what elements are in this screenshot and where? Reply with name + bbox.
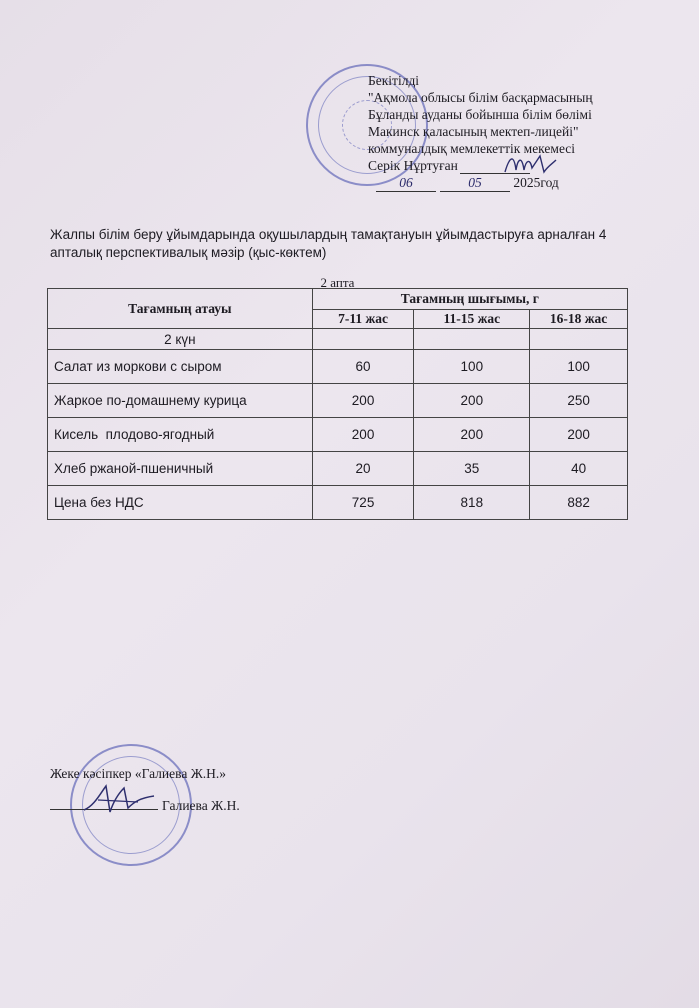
entrepreneur-signer-name: Галиева Ж.Н.: [162, 798, 240, 813]
dish-name: Кисель плодово-ягодный: [48, 418, 313, 452]
entrepreneur-signature: [80, 780, 160, 820]
yield-11-15: 200: [414, 384, 530, 418]
table-row: [48, 486, 628, 520]
yield-7-11: 20: [312, 452, 414, 486]
week-caption: 2 апта: [320, 275, 355, 290]
column-header-age-11-15: 11-15 жас: [414, 310, 530, 329]
empty-cell: [530, 329, 628, 350]
table-row: [48, 350, 628, 384]
approval-org-line-1: "Ақмола облысы білім басқармасының: [368, 90, 593, 105]
column-header-dish-name: Тағамның атауы: [48, 289, 313, 329]
dish-name: Жаркое по-домашнему курица: [48, 384, 313, 418]
empty-cell: [312, 329, 414, 350]
yield-7-11: 200: [312, 418, 414, 452]
column-header-age-16-18: 16-18 жас: [530, 310, 628, 329]
day-label: 2 күн: [48, 329, 313, 350]
document-title: Жалпы білім беру ұйымдарында оқушылардың тамақтануын ұйымдастыруға арналған 4 апталық перспективалық мәзір (қыс-көктем): [50, 227, 607, 260]
yield-16-18: 100: [530, 350, 628, 384]
yield-7-11: 60: [312, 350, 414, 384]
approval-date-day: 06: [376, 174, 436, 192]
director-signature: [500, 150, 560, 180]
price-7-11: 725: [312, 486, 414, 520]
yield-7-11: 200: [312, 384, 414, 418]
approval-org-line-4: коммуналдық мемлекеттік мекемесі: [368, 141, 576, 156]
menu-table: [47, 288, 628, 520]
yield-11-15: 35: [414, 452, 530, 486]
approval-org-line-2: Бұланды ауданы бойынша білім бөлімі: [368, 107, 592, 122]
yield-16-18: 250: [530, 384, 628, 418]
column-header-yield: Тағамның шығымы, г: [312, 289, 627, 310]
table-row: [48, 384, 628, 418]
approval-date-year: 2025год: [513, 175, 559, 190]
yield-11-15: 200: [414, 418, 530, 452]
approval-date-month: 05: [440, 174, 510, 192]
entrepreneur-label: Жеке кәсіпкер «Галиева Ж.Н.»: [50, 766, 227, 781]
column-header-age-7-11: 7-11 жас: [312, 310, 414, 329]
yield-16-18: 200: [530, 418, 628, 452]
approval-director-name: Серік Нұртуған: [368, 158, 458, 173]
price-11-15: 818: [414, 486, 530, 520]
dish-name: Салат из моркови с сыром: [48, 350, 313, 384]
table-row: [48, 418, 628, 452]
yield-16-18: 40: [530, 452, 628, 486]
table-row: [48, 452, 628, 486]
approval-org-line-3: Макинск қаласының мектеп-лицейі": [368, 124, 579, 139]
price-label: Цена без НДС: [48, 486, 313, 520]
yield-11-15: 100: [414, 350, 530, 384]
approval-label: Бекітілді: [368, 73, 420, 88]
price-16-18: 882: [530, 486, 628, 520]
empty-cell: [414, 329, 530, 350]
dish-name: Хлеб ржаной-пшеничный: [48, 452, 313, 486]
